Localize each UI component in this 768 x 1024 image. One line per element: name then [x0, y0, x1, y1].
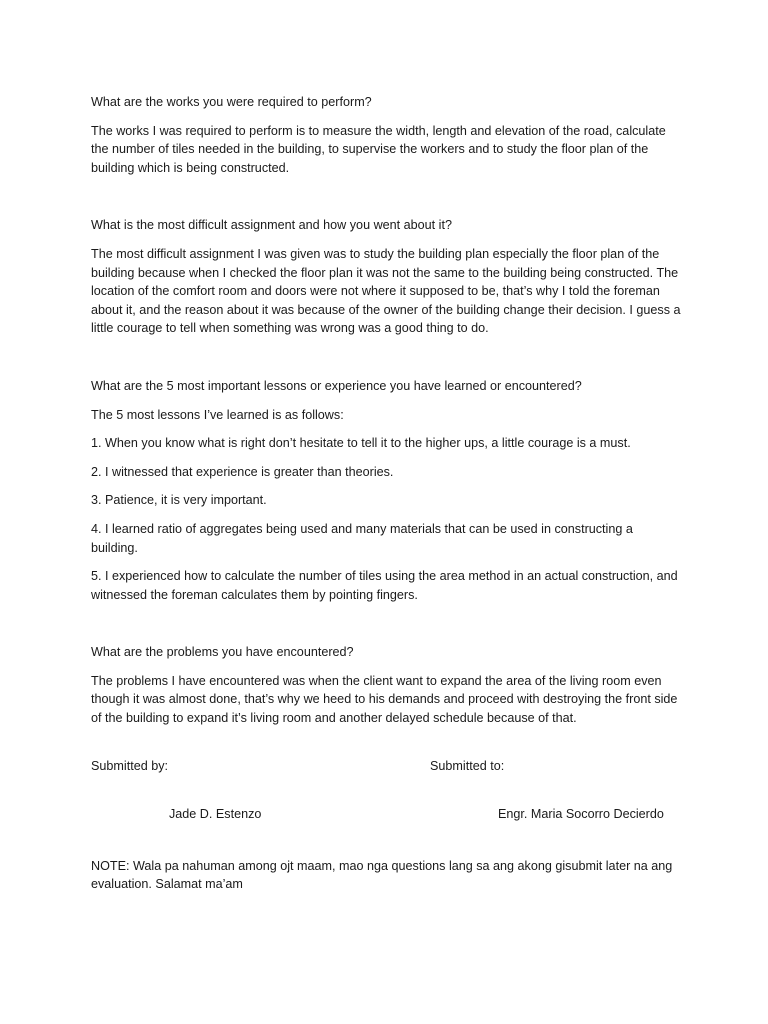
question-lessons: What are the 5 most important lessons or experience you have learned or encountered?	[91, 378, 582, 393]
answer-works: The works I was required to perform is to measure the width, length and elevation of the road, calculate the number of tiles needed in the building, to supervise the workers and to study the floor plan of the building which is being constructed.	[91, 123, 666, 175]
question-difficult-assignment: What is the most difficult assignment and how you went about it?	[91, 218, 452, 233]
answer-problems: The problems I have encountered was when the client want to expand the area of the living room even though it was almost done, that’s why we heed to his demands and proceed with destroying the front side of the building to expand it’s living room and another delayed schedule because of that.	[91, 673, 678, 726]
lesson-item-3: 3. Patience, it is very important.	[91, 493, 267, 508]
lesson-item-4: 4. I learned ratio of aggregates being used and many materials that can be used in constructing a building.	[91, 521, 633, 555]
question-works: What are the works you were required to perform?	[91, 95, 372, 109]
submitted-by-name: Jade D. Estenzo	[169, 806, 262, 821]
submitted-by-label: Submitted by:	[91, 758, 169, 773]
submitted-to-name: Engr. Maria Socorro Decierdo	[498, 806, 664, 821]
submission-names	[91, 805, 681, 824]
lessons-intro: The 5 most lessons I’ve learned is as follows:	[91, 407, 344, 422]
submission-labels	[91, 757, 681, 776]
document-page	[91, 93, 681, 894]
lesson-item-5: 5. I experienced how to calculate the number of tiles using the area method in an actual construction, and witnessed the foreman calculates them by pointing fingers.	[91, 569, 678, 602]
lesson-item-1: 1. When you know what is right don’t hesitate to tell it to the higher ups, a little courage is a must.	[91, 436, 631, 451]
question-problems: What are the problems you have encountered?	[91, 645, 354, 660]
note-text: NOTE: Wala pa nahuman among ojt maam, mao nga questions lang sa ang akong gisubmit later na ang evaluation. Salamat ma’am	[91, 858, 673, 892]
answer-difficult-assignment: The most difficult assignment I was given was to study the building plan especially the floor plan of the building because when I checked the floor plan it was not the same to the building being constructed. The location of the comfort room and doors were not where it supposed to be, that’s why I told the foreman about it, and the reason about it was because of the owner of the building change their decision. I guess a little courage to tell when something was wrong was a good thing to do.	[91, 246, 681, 336]
lesson-item-2: 2. I witnessed that experience is greater than theories.	[91, 464, 394, 479]
submitted-to-label: Submitted to:	[430, 758, 505, 773]
